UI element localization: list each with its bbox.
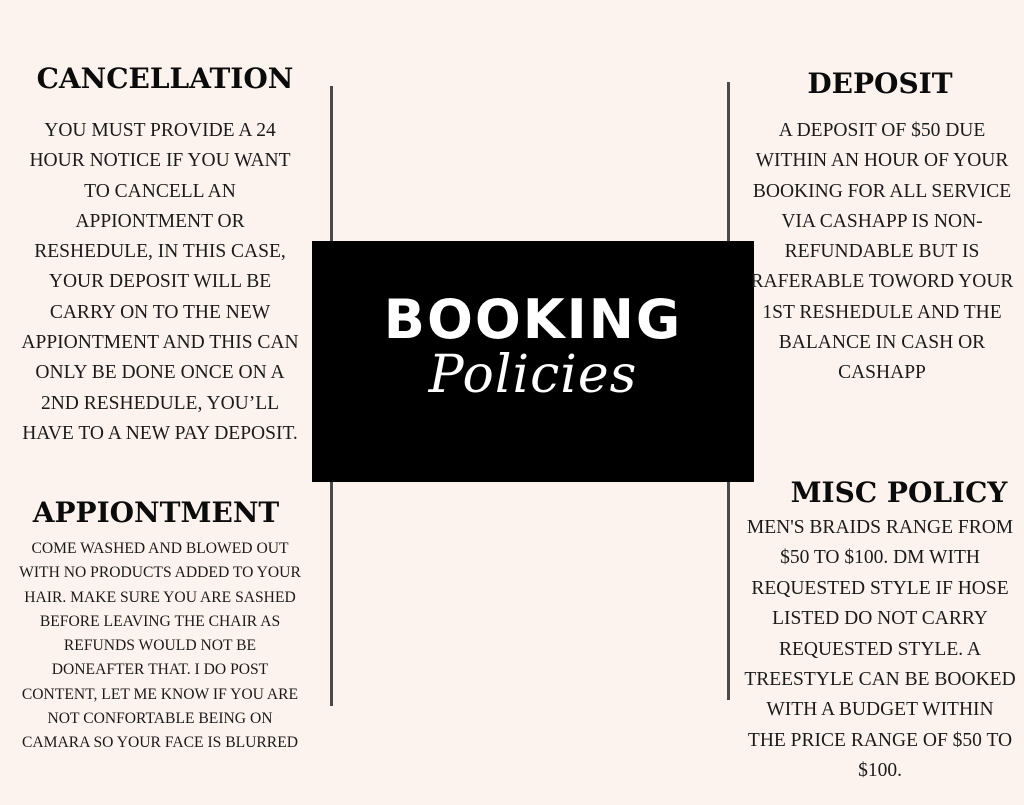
appointment-line: REFUNDS WOULD NOT BE	[63, 637, 257, 655]
cancellation-line: CARRY ON TO THE NEW	[49, 301, 271, 323]
deposit-line: RAFERABLE TOWORD YOUR	[750, 271, 1014, 293]
cancellation-line: APPIONTMENT OR	[75, 210, 245, 232]
misc-policy-line: $100.	[858, 760, 902, 782]
misc-policy-title: MISC POLICY	[790, 476, 1008, 509]
misc-policy-line: TREESTYLE CAN BE BOOKED	[744, 669, 1016, 691]
misc-policy-line: THE PRICE RANGE OF $50 TO	[747, 729, 1013, 751]
cancellation-line: ONLY BE DONE ONCE ON A	[35, 362, 285, 384]
appointment-line: COME WASHED AND BLOWED OUT	[31, 540, 289, 557]
deposit-line: A DEPOSIT OF $50 DUE	[778, 120, 986, 141]
deposit-line: CASHAPP	[838, 362, 926, 384]
appointment-line: DONEAFTER THAT. I DO POST	[51, 661, 269, 679]
cancellation-line: APPIONTMENT AND THIS CAN	[21, 332, 299, 354]
deposit-line: 1ST RESHEDULE AND THE	[762, 301, 1002, 323]
appointment-title: APPIONTMENT	[32, 496, 280, 529]
cancellation-text	[0, 116, 320, 449]
cancellation-line: YOU MUST PROVIDE A 24	[44, 120, 276, 141]
cancellation-line: TO CANCELL AN	[84, 180, 236, 202]
deposit-line: BOOKING FOR ALL SERVICE	[752, 180, 1012, 202]
booking-heading: BOOKING	[383, 288, 683, 351]
appointment-line: WITH NO PRODUCTS ADDED TO YOUR	[19, 564, 301, 582]
misc-policy-line: REQUESTED STYLE IF HOSE	[751, 577, 1009, 599]
cancellation-line: HAVE TO A NEW PAY DEPOSIT.	[22, 422, 298, 444]
misc-policy-text	[736, 513, 1024, 787]
cancellation-line: 2ND RESHEDULE, YOU’LL	[40, 392, 280, 414]
deposit-line: WITHIN AN HOUR OF YOUR	[755, 150, 1009, 172]
misc-policy-line: $50 TO $100. DM WITH	[780, 547, 980, 569]
cancellation-title: CANCELLATION	[36, 62, 294, 95]
cancellation-line: RESHEDULE, IN THIS CASE,	[34, 241, 286, 263]
misc-policy-line: WITH A BUDGET WITHIN	[766, 699, 994, 721]
appointment-line: CONTENT, LET ME KNOW IF YOU ARE	[21, 685, 299, 703]
misc-policy-line: MEN'S BRAIDS RANGE FROM	[746, 517, 1014, 538]
deposit-title: DEPOSIT	[807, 67, 953, 100]
deposit-line: VIA CASHAPP IS NON-	[781, 210, 983, 232]
deposit-line: BALANCE IN CASH OR	[778, 332, 986, 354]
appointment-line: CAMARA SO YOUR FACE IS BLURRED	[22, 734, 298, 752]
misc-policy-line: LISTED DO NOT CARRY	[772, 608, 988, 630]
deposit-line: REFUNDABLE BUT IS	[784, 241, 980, 263]
appointment-line: BEFORE LEAVING THE CHAIR AS	[39, 612, 281, 630]
appointment-line: HAIR. MAKE SURE YOU ARE SASHED	[24, 588, 296, 606]
misc-policy-line: REQUESTED STYLE. A	[778, 638, 982, 660]
deposit-text	[740, 116, 1024, 389]
appointment-line: NOT CONFORTABLE BEING ON	[47, 710, 273, 728]
appointment-text	[0, 537, 320, 756]
cancellation-line: YOUR DEPOSIT WILL BE	[48, 271, 272, 293]
policies-script-heading: Policies	[428, 345, 638, 405]
cancellation-line: HOUR NOTICE IF YOU WANT	[29, 150, 291, 172]
booking-policies-banner	[312, 241, 754, 482]
